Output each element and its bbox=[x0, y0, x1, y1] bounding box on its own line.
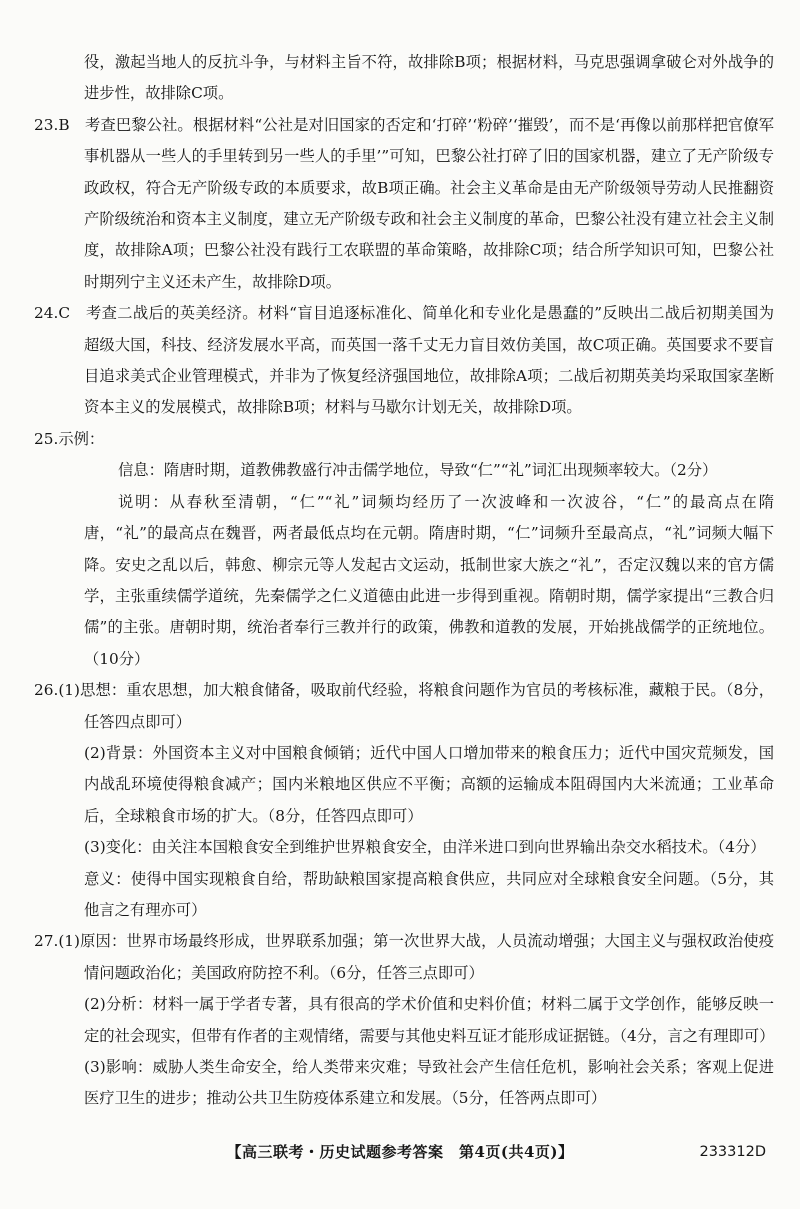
answer-26-part1: 26.(1)思想：重农思想，加大粮食储备，吸取前代经验，将粮食问题作为官员的考核标准，藏粮于民。（8分，任答四点即可） bbox=[34, 681, 774, 731]
answer-content bbox=[34, 47, 774, 1115]
answer-26-part2: (2)背景：外国资本主义对中国粮食倾销；近代中国人口增加带来的粮食压力；近代中国灾荒频发，国内战乱环境使得粮食减产；国内米粮地区供应不平衡；高额的运输成本阻碍国内大米流通；工业革命后，全球粮食市场的扩大。（8分，任答四点即可） bbox=[84, 743, 774, 825]
answer-26-part3-significance: 意义：使得中国实现粮食自给，帮助缺粮国家提高粮食供应，共同应对全球粮食安全问题。（5分，其他言之有理亦可） bbox=[84, 869, 774, 919]
answer-25-explanation: 说明：从春秋至清朝，“仁”“礼”词频均经历了一次波峰和一次波谷，“仁”的最高点在隋唐，“礼”的最高点在魏晋，两者最低点均在元朝。隋唐时期，“仁”词频升至最高点，“礼”词频大幅下降。安史之乱以后，韩愈、柳宗元等人发起古文运动，抵制世家大族之“礼”，否定汉魏以来的官方儒学，主张重续儒学道统，先秦儒学之仁义道德由此进一步得到重视。隋朝时期，儒学家提出“三教合归儒”的主张。唐朝时期，统治者奉行三教并行的政策，佛教和道教的发展，开始挑战儒学的正统地位。（10分） bbox=[84, 492, 774, 668]
answer-27-part1: 27.(1)原因：世界市场最终形成，世界联系加强；第一次世界大战，人员流动增强；大国主义与强权政治使疫情问题政治化；美国政府防控不利。（6分，任答三点即可） bbox=[34, 932, 774, 982]
answer-25-info: 信息：隋唐时期，道教佛教盛行冲击儒学地位，导致“仁”“礼”词汇出现频率较大。（2分） bbox=[118, 461, 718, 480]
footer-title: 【高三联考・历史试题参考答案 第4页(共4页)】 bbox=[226, 1143, 574, 1161]
footer-code: 233312D bbox=[699, 1144, 766, 1160]
answer-23: 23.B 考查巴黎公社。根据材料“公社是对旧国家的否定和‘打碎’‘粉碎’‘摧毁’，而不是‘再像以前那样把官僚军事机器从一些人的手里转到另一些人的手里’”可知，巴黎公社打碎了旧的国家机器，建立了无产阶级专政政权，符合无产阶级专政的本质要求，故B项正确。社会主义革命是由无产阶级领导劳动人民推翻资产阶级统治和资本主义制度，建立无产阶级专政和社会主义制度的革命，巴黎公社没有建立社会主义制度，故排除A项；巴黎公社没有践行工农联盟的革命策略，故排除C项；结合所学知识可知，巴黎公社时期列宁主义还未产生，故排除D项。 bbox=[34, 115, 774, 291]
answer-22-continuation: 役，激起当地人的反抗斗争，与材料主旨不符，故排除B项；根据材料，马克思强调拿破仑对外战争的进步性，故排除C项。 bbox=[84, 53, 774, 103]
answer-24: 24.C 考查二战后的英美经济。材料“盲目追逐标准化、简单化和专业化是愚蠢的”反映出二战后初期美国为超级大国，科技、经济发展水平高，而英国一落千丈无力盲目效仿美国，故C项正确。英国要求不要盲目追求美式企业管理模式，并非为了恢复经济强国地位，故排除A项；二战后初期英美均采取国家垄断资本主义的发展模式，故排除B项；材料与马歇尔计划无关，故排除D项。 bbox=[34, 304, 774, 417]
answer-27-part3: (3)影响：威胁人类生命安全，给人类带来灾难；导致社会产生信任危机，影响社会关系；客观上促进医疗卫生的进步；推动公共卫生防疫体系建立和发展。（5分，任答两点即可） bbox=[84, 1058, 774, 1108]
answer-25-label: 25.示例： bbox=[34, 429, 105, 448]
answer-26-part3-change: (3)变化：由关注本国粮食安全到维护世界粮食安全，由洋米进口到向世界输出杂交水稻技术。（4分） bbox=[84, 838, 766, 857]
page-footer bbox=[0, 1137, 800, 1167]
answer-27-part2: (2)分析：材料一属于学者专著，具有很高的学术价值和史料价值；材料二属于文学创作，能够反映一定的社会现实，但带有作者的主观情绪，需要与其他史料互证才能形成证据链。（4分，言之有理即可） bbox=[84, 995, 775, 1045]
